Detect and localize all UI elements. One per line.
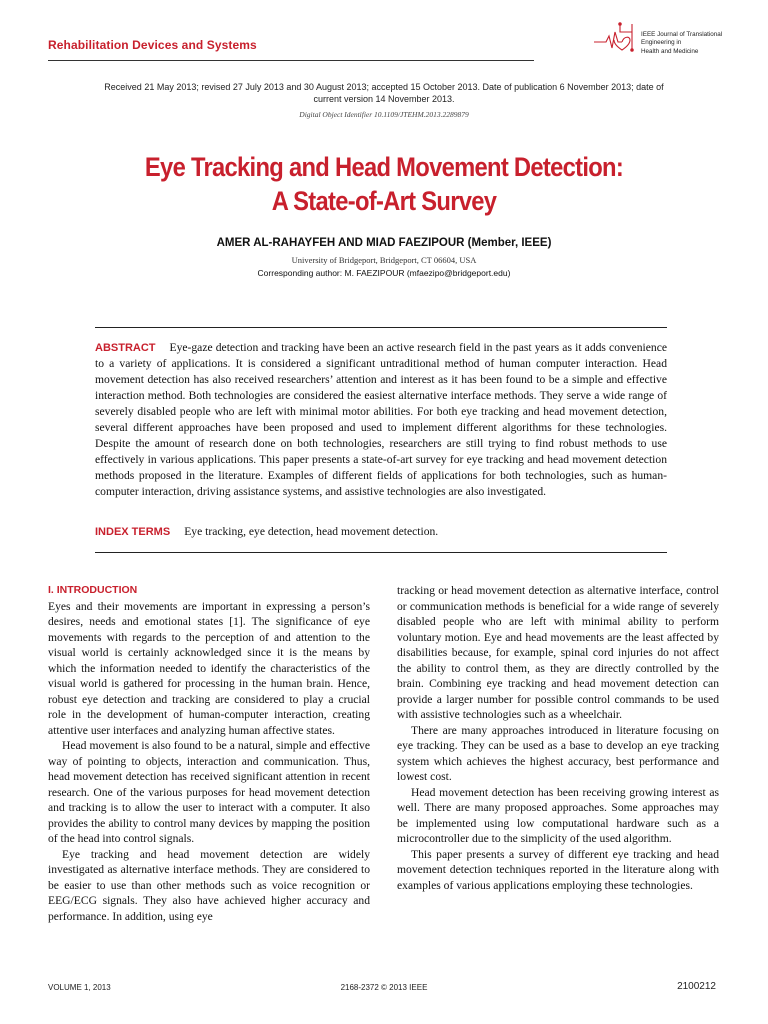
section-label: Rehabilitation Devices and Systems xyxy=(48,38,257,52)
left-column xyxy=(48,583,370,924)
paper-title-line: A State-of-Art Survey xyxy=(271,186,497,216)
journal-name-line: Health and Medicine xyxy=(641,47,699,55)
paragraph: Eye tracking and head movement detection are widely investigated as alternative interface methods. They are considered to be easier to use than other methods such as voice recognition or EEG/ECG signals. They also have achieved higher accuracy and performance. In addition, using eye xyxy=(48,847,370,923)
journal-name-line: IEEE Journal of Translational xyxy=(641,31,723,38)
abstract xyxy=(95,340,667,500)
journal-name xyxy=(641,31,722,56)
index-terms xyxy=(95,524,667,540)
index-terms-label: INDEX TERMS xyxy=(95,526,171,538)
abstract-text: Eye-gaze detection and tracking have been an active research field in the past years as it adds convenience to a variety of applications. It is considered a significant untraditional method of human computer interaction. Head movement detection has also received researchers’ attention and interest as it has been found to be a simple and effective interaction method. Both technologies are considered the easiest alternative interface methods. They serve a wide range of severely disabled people who are left with minimal motor abilities. For both eye tracking and head movement detection, several different approaches have been proposed and used to implement different algorithms for these technologies. Despite the amount of research done on both technologies, researchers are still trying to find robust methods to use effectively in various applications. This paper presents a state-of-art survey for eye tracking and head movement detection methods proposed in the literature. Examples of different fields of applications for both technologies, such as human-computer interaction, driving assistance systems, and assistive technologies are also investigated. xyxy=(95,341,667,498)
corresponding-author: Corresponding author: M. FAEZIPOUR (mfaezipo@bridgeport.edu) xyxy=(257,268,511,278)
footer-issn: 2168-2372 © 2013 IEEE xyxy=(340,983,428,992)
affiliation: University of Bridgeport, Bridgeport, CT 06604, USA xyxy=(291,255,477,265)
header-rule xyxy=(48,60,534,61)
paragraph: This paper presents a survey of different eye tracking and head movement detection techniques reported in the literature along with examples of various applications employing these technologies. xyxy=(397,847,719,892)
doi: Digital Object Identifier 10.1109/JTEHM.2013.2289879 xyxy=(299,110,469,119)
paper-title xyxy=(81,150,686,218)
paragraph: There are many approaches introduced in literature focusing on eye tracking. They can be used as a base to develop an eye tracking system which achieves the highest accuracy, best performance and lowest cost. xyxy=(397,723,719,783)
abstract-rule-top xyxy=(95,327,667,328)
journal-name-line: Engineering in xyxy=(641,39,682,47)
abstract-rule-bottom xyxy=(95,552,667,553)
journal-logo-icon xyxy=(592,20,638,56)
paragraph: tracking or head movement detection as alternative interface, control or communication methods is beneficial for a wide range of severely disabled people who are left with minimal ability to perform voluntary motion. Eye and head movements are the least affected by disabilities because, for example, spinal cord injuries do not affect the ability to control them, as they are directly controlled by the brain. Combining eye tracking and head movement detection can provide a larger number for possible control commands to be used with assistive technologies such as a wheelchair. xyxy=(397,584,719,721)
right-column xyxy=(397,583,719,893)
authors: AMER AL-RAHAYFEH AND MIAD FAEZIPOUR (Member, IEEE) xyxy=(216,237,552,249)
index-terms-text: Eye tracking, eye detection, head movement detection. xyxy=(184,525,439,538)
paragraph: Eyes and their movements are important in expressing a person’s desires, needs and emotional states [1]. The significance of eye movements with regards to the perception of and attention to the visual world is certainly acknowledged since it is the means by which the information needed to identify the characteristics of the visual world is gathered for processing in the human brain. Hence, robust eye detection and tracking are considered to play a crucial role in the development of human-computer interaction, creating attentive user interfaces and analyzing human affective states. xyxy=(48,599,370,737)
received-dates: Received 21 May 2013; revised 27 July 2013 and 30 August 2013; accepted 15 October 2013. Date of publication 6 November 2013; date of current version 14 November 2013. xyxy=(104,82,664,104)
paragraph: Head movement is also found to be a natural, simple and effective way of pointing to objects, interaction and communication. Thus, head movement detection has received significant attention in recent research. One of the various purposes for head movement detection and tracking is to allow the user to interact with a computer. It also provides the ability to control many devices by mapping the position of the head into control signals. xyxy=(48,739,370,845)
footer-article-number: 2100212 xyxy=(677,981,716,992)
section-heading: I. INTRODUCTION xyxy=(48,584,138,596)
paper-title-line: Eye Tracking and Head Movement Detection: xyxy=(144,152,624,182)
paragraph: Head movement detection has been receiving growing interest as well. There are many proposed approaches. Some approaches may be implemented using low computational hardware such as a microcontroller due to the simplicity of the used algorithm. xyxy=(397,785,719,845)
footer-volume: VOLUME 1, 2013 xyxy=(48,983,111,992)
abstract-label: ABSTRACT xyxy=(95,342,156,354)
